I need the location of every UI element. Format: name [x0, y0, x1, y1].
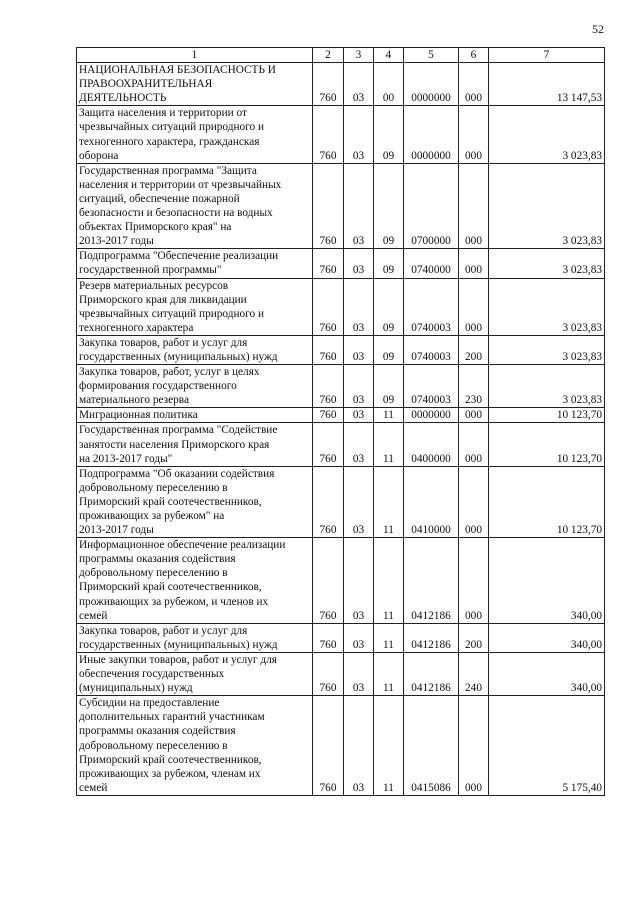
expense-type-cell: 000: [459, 278, 489, 335]
table-row: [77, 249, 605, 278]
row-name-cell: Иные закупки товаров, работ и услуг для обеспечения государственных (муниципальных) нужд: [77, 652, 313, 695]
header-cell: 7: [489, 48, 605, 63]
section-code-cell: 03: [344, 63, 374, 106]
section-code-cell: 03: [344, 652, 374, 695]
table-row: [77, 652, 605, 695]
ved-code-cell: 760: [313, 106, 344, 163]
budget-table: [76, 47, 605, 796]
section-code-cell: 03: [344, 696, 374, 796]
ved-code-cell: 760: [313, 335, 344, 364]
target-article-cell: 0412186: [404, 652, 459, 695]
section-code-cell: 03: [344, 538, 374, 624]
amount-cell: 3 023,83: [489, 365, 605, 408]
table-row: [77, 63, 605, 106]
ved-code-cell: 760: [313, 163, 344, 249]
expense-type-cell: 000: [459, 163, 489, 249]
amount-cell: 340,00: [489, 652, 605, 695]
expense-type-cell: 000: [459, 63, 489, 106]
ved-code-cell: 760: [313, 466, 344, 537]
ved-code-cell: 760: [313, 249, 344, 278]
expense-type-cell: 200: [459, 335, 489, 364]
subsection-code-cell: 11: [374, 696, 404, 796]
table-row: [77, 106, 605, 163]
target-article-cell: 0740003: [404, 335, 459, 364]
amount-cell: 10 123,70: [489, 423, 605, 466]
ved-code-cell: 760: [313, 278, 344, 335]
row-name-cell: Государственная программа "Содействие занятости населения Приморского края на 2013-2017 годы": [77, 423, 313, 466]
target-article-cell: 0700000: [404, 163, 459, 249]
row-name-cell: Резерв материальных ресурсов Приморского края для ликвидации чрезвычайных ситуаций природного и техногенного характера: [77, 278, 313, 335]
target-article-cell: 0000000: [404, 63, 459, 106]
row-name-cell: Закупка товаров, работ и услуг для государственных (муниципальных) нужд: [77, 623, 313, 652]
header-cell: 3: [344, 48, 374, 63]
table-row: [77, 423, 605, 466]
row-name-cell: Государственная программа "Защита населения и территории от чрезвычайных ситуаций, обеспечение пожарной безопасности и безопасности на водных объектах Приморского края" на 2013-2017 годы: [77, 163, 313, 249]
subsection-code-cell: 09: [374, 249, 404, 278]
subsection-code-cell: 11: [374, 538, 404, 624]
expense-type-cell: 000: [459, 249, 489, 278]
section-code-cell: 03: [344, 623, 374, 652]
expense-type-cell: 000: [459, 696, 489, 796]
ved-code-cell: 760: [313, 623, 344, 652]
amount-cell: 3 023,83: [489, 163, 605, 249]
subsection-code-cell: 09: [374, 335, 404, 364]
ved-code-cell: 760: [313, 696, 344, 796]
row-name-cell: Защита населения и территории от чрезвычайных ситуаций природного и техногенного характера, гражданская оборона: [77, 106, 313, 163]
subsection-code-cell: 11: [374, 423, 404, 466]
ved-code-cell: 760: [313, 652, 344, 695]
target-article-cell: 0740000: [404, 249, 459, 278]
expense-type-cell: 000: [459, 538, 489, 624]
header-cell: 5: [404, 48, 459, 63]
section-code-cell: 03: [344, 365, 374, 408]
table-row: [77, 466, 605, 537]
subsection-code-cell: 09: [374, 106, 404, 163]
section-code-cell: 03: [344, 466, 374, 537]
subsection-code-cell: 09: [374, 365, 404, 408]
row-name-cell: Закупка товаров, работ, услуг в целях формирования государственного материального резерва: [77, 365, 313, 408]
table-row: [77, 163, 605, 249]
table-row: [77, 365, 605, 408]
expense-type-cell: 000: [459, 423, 489, 466]
expense-type-cell: 000: [459, 408, 489, 423]
header-cell: 6: [459, 48, 489, 63]
ved-code-cell: 760: [313, 408, 344, 423]
amount-cell: 3 023,83: [489, 106, 605, 163]
ved-code-cell: 760: [313, 365, 344, 408]
amount-cell: 13 147,53: [489, 63, 605, 106]
row-name-cell: Закупка товаров, работ и услуг для государственных (муниципальных) нужд: [77, 335, 313, 364]
target-article-cell: 0000000: [404, 408, 459, 423]
target-article-cell: 0740003: [404, 278, 459, 335]
amount-cell: 340,00: [489, 623, 605, 652]
section-code-cell: 03: [344, 335, 374, 364]
target-article-cell: 0740003: [404, 365, 459, 408]
expense-type-cell: 000: [459, 106, 489, 163]
table-row: [77, 408, 605, 423]
section-code-cell: 03: [344, 249, 374, 278]
expense-type-cell: 230: [459, 365, 489, 408]
row-name-cell: Информационное обеспечение реализации программы оказания содействия добровольному переселению в Приморский край соотечественников, проживающих за рубежом, и членов их семей: [77, 538, 313, 624]
row-name-cell: НАЦИОНАЛЬНАЯ БЕЗОПАСНОСТЬ И ПРАВООХРАНИТЕЛЬНАЯ ДЕЯТЕЛЬНОСТЬ: [77, 63, 313, 106]
target-article-cell: 0412186: [404, 538, 459, 624]
amount-cell: 10 123,70: [489, 466, 605, 537]
header-cell: 2: [313, 48, 344, 63]
row-name-cell: Подпрограмма "Об оказании содействия добровольному переселению в Приморский край соотечественников, проживающих за рубежом" на 2013-2017 годы: [77, 466, 313, 537]
row-name-cell: Субсидии на предоставление дополнительных гарантий участникам программы оказания содействия добровольному переселению в Приморский край соотечественников, проживающих за рубежом, членам их семей: [77, 696, 313, 796]
section-code-cell: 03: [344, 106, 374, 163]
subsection-code-cell: 00: [374, 63, 404, 106]
table-row: [77, 538, 605, 624]
subsection-code-cell: 11: [374, 623, 404, 652]
ved-code-cell: 760: [313, 63, 344, 106]
expense-type-cell: 240: [459, 652, 489, 695]
table-row: [77, 696, 605, 796]
table-row: [77, 278, 605, 335]
page-number: 52: [592, 22, 604, 36]
amount-cell: 3 023,83: [489, 335, 605, 364]
subsection-code-cell: 09: [374, 163, 404, 249]
section-code-cell: 03: [344, 163, 374, 249]
ved-code-cell: 760: [313, 538, 344, 624]
target-article-cell: 0410000: [404, 466, 459, 537]
table-row: [77, 335, 605, 364]
amount-cell: 5 175,40: [489, 696, 605, 796]
section-code-cell: 03: [344, 408, 374, 423]
section-code-cell: 03: [344, 423, 374, 466]
amount-cell: 10 123,70: [489, 408, 605, 423]
table-row: [77, 623, 605, 652]
amount-cell: 340,00: [489, 538, 605, 624]
expense-type-cell: 000: [459, 466, 489, 537]
header-cell: 4: [374, 48, 404, 63]
row-name-cell: Миграционная политика: [77, 408, 313, 423]
row-name-cell: Подпрограмма "Обеспечение реализации государственной программы": [77, 249, 313, 278]
table-body: [77, 48, 605, 796]
target-article-cell: 0415086: [404, 696, 459, 796]
expense-type-cell: 200: [459, 623, 489, 652]
amount-cell: 3 023,83: [489, 278, 605, 335]
target-article-cell: 0000000: [404, 106, 459, 163]
target-article-cell: 0412186: [404, 623, 459, 652]
header-row: [77, 48, 605, 63]
subsection-code-cell: 11: [374, 652, 404, 695]
ved-code-cell: 760: [313, 423, 344, 466]
subsection-code-cell: 11: [374, 408, 404, 423]
header-cell: 1: [77, 48, 313, 63]
subsection-code-cell: 11: [374, 466, 404, 537]
target-article-cell: 0400000: [404, 423, 459, 466]
subsection-code-cell: 09: [374, 278, 404, 335]
section-code-cell: 03: [344, 278, 374, 335]
amount-cell: 3 023,83: [489, 249, 605, 278]
